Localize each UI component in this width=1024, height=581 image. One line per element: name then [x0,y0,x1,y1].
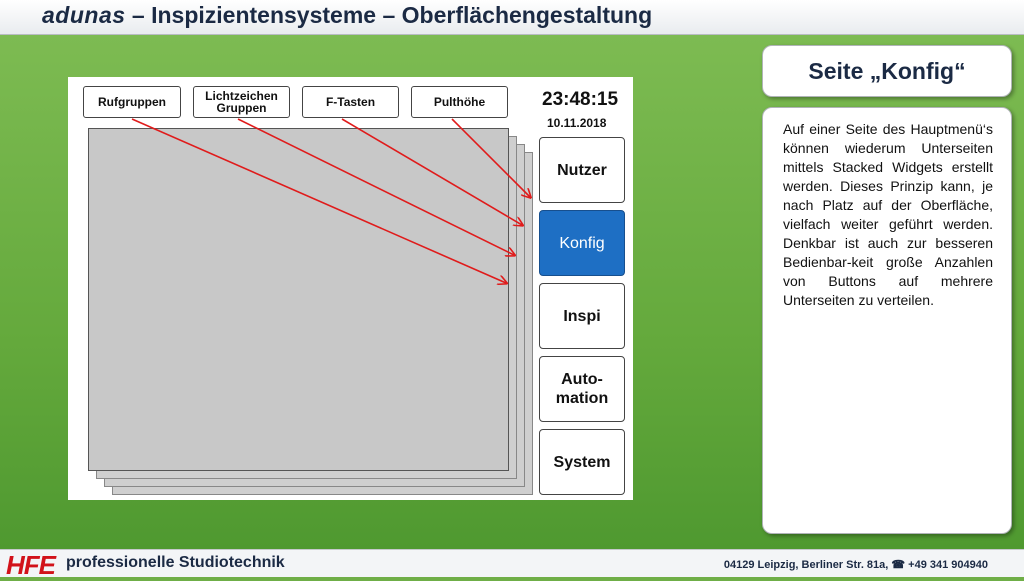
hfe-logo: HFE [6,550,55,580]
menu-button-automation[interactable]: Auto- mation [539,356,625,422]
tab-rufgruppen[interactable]: Rufgruppen [83,86,181,118]
header-bar [0,0,1024,35]
description-text: Auf einer Seite des Hauptmenü‘s können wiederum Unterseiten mittels Stacked Widgets erstellt werden. Dieses Prinzip kann, je nach Platz auf der Oberfläche, vielfach weiter geführt werden. Denkbar ist auch zur besseren Bedienbar-keit große Anzahlen von Buttons auf mehrere Unterseiten zu verteilen. [783,121,993,308]
tab-lichtzeichen-gruppen[interactable]: Lichtzeichen Gruppen [193,86,290,118]
footer-tagline: professionelle Studiotechnik [66,554,285,571]
ui-screen-mockup [68,77,633,500]
brand-name: adunas [42,2,126,28]
menu-button-konfig[interactable]: Konfig [539,210,625,276]
tab-pulthoehe[interactable]: Pulthöhe [411,86,508,118]
stacked-page-1 [88,128,509,471]
description-card [762,107,1012,534]
menu-button-nutzer[interactable]: Nutzer [539,137,625,203]
footer-bar [0,549,1024,580]
tab-f-tasten[interactable]: F-Tasten [302,86,399,118]
title-text: – Inspizientensysteme – Oberflächengestaltung [125,2,653,28]
footer-address: 04129 Leipzig, Berliner Str. 81a, ☎ +49 341 904940 [723,559,988,571]
menu-button-system[interactable]: System [539,429,625,495]
menu-button-inspi[interactable]: Inspi [539,283,625,349]
card-heading: Seite „Konfig“ [762,45,1012,97]
date-display: 10.11.2018 [547,116,607,130]
clock-display: 23:48:15 [542,89,619,110]
page-title [42,2,652,29]
